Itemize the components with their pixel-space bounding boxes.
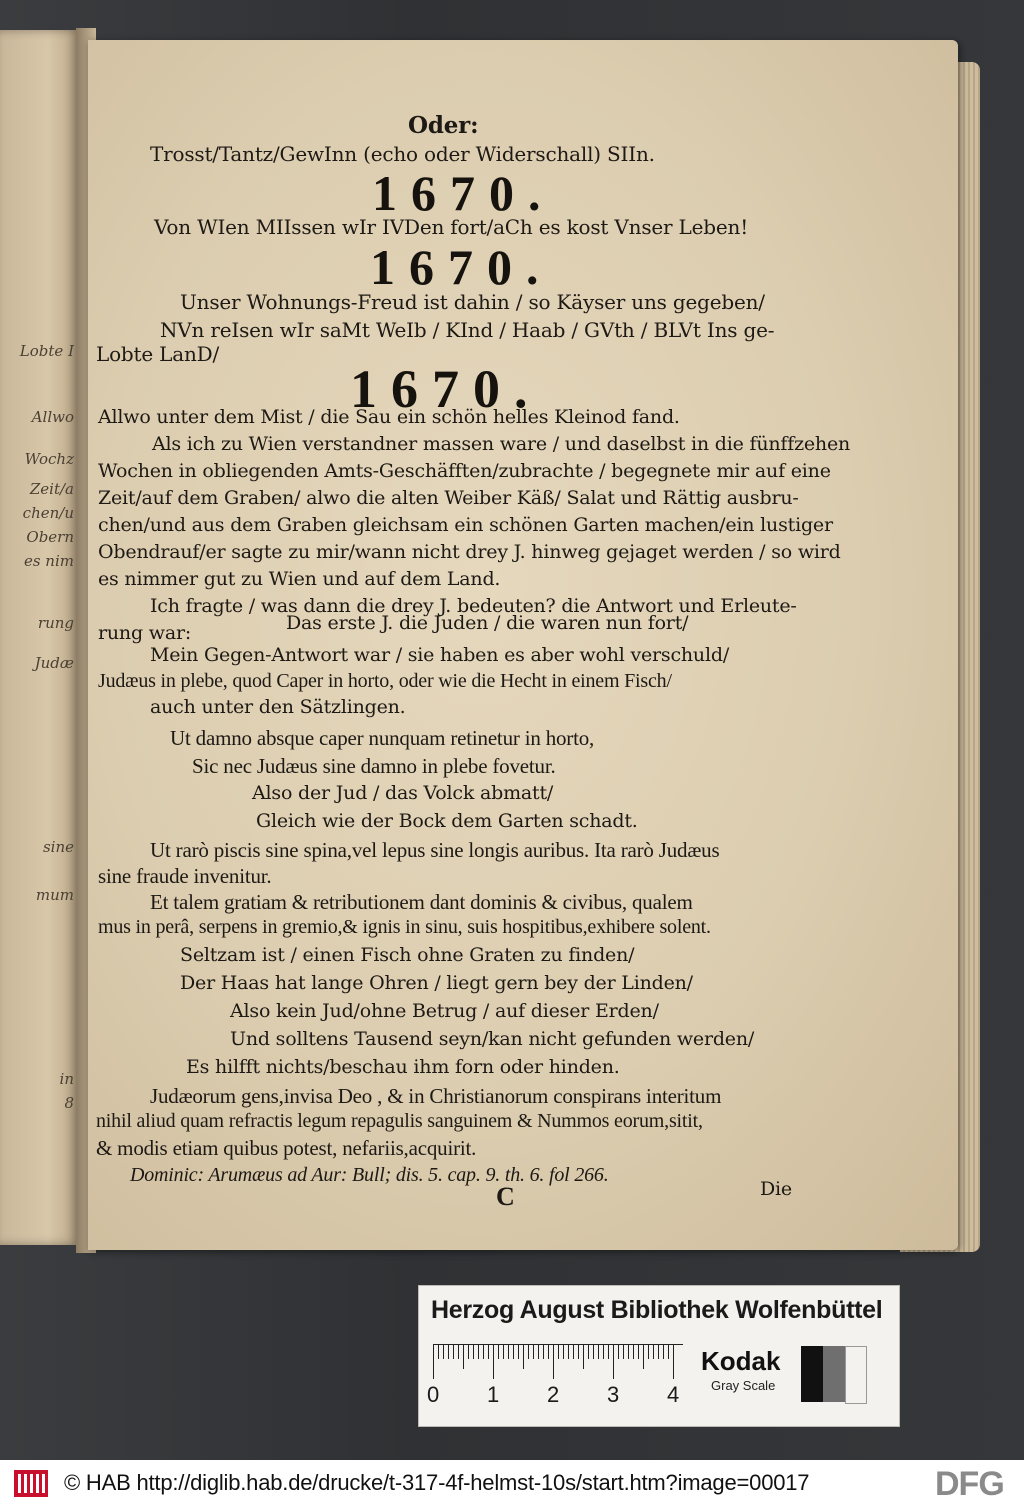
ruler-tick	[438, 1345, 439, 1359]
ruler-tick	[623, 1345, 624, 1359]
color-calibration-card	[418, 1285, 900, 1427]
rhyme-line: Der Haas hat lange Ohren / liegt gern bey der Linden/	[180, 972, 693, 994]
ruler-tick	[673, 1345, 674, 1379]
left-fragment: Wochz	[24, 450, 74, 468]
verse-line: Also der Jud / das Volck abmatt/	[252, 782, 554, 804]
ruler-tick	[653, 1345, 654, 1359]
ruler-tick	[578, 1345, 579, 1359]
left-fragment: es nim	[23, 552, 74, 570]
text-line: Von WIen MIIssen wIr IVDen fort/aCh es kost Vnser Leben!	[154, 215, 749, 239]
ruler-tick	[448, 1345, 449, 1359]
ruler-tick	[543, 1345, 544, 1359]
ruler-tick	[478, 1345, 479, 1359]
year-heading: 1670.	[372, 165, 555, 221]
kodak-brand: Kodak	[701, 1346, 781, 1376]
ruler-number: 1	[487, 1382, 500, 1407]
ruler-tick	[453, 1345, 454, 1359]
text-line: Ich fragte / was dann die drey J. bedeuten? die Antwort und Erleute-	[150, 595, 797, 617]
ruler-tick	[598, 1345, 599, 1359]
left-fragment: chen/u	[22, 504, 74, 522]
text-line: Lobte LanD/	[96, 342, 220, 366]
text-line: Zeit/auf dem Graben/ alwo die alten Weiber Käß/ Salat und Rättig ausbru-	[98, 487, 799, 509]
ruler-tick	[573, 1345, 574, 1359]
ruler-tick	[628, 1345, 629, 1359]
ruler-tick	[483, 1345, 484, 1359]
gray-swatch	[823, 1346, 845, 1402]
left-fragment: Zeit/a	[29, 480, 74, 498]
rhyme-line: Und solltens Tausend seyn/kan nicht gefunden werden/	[230, 1028, 755, 1050]
ruler-tick	[508, 1345, 509, 1359]
text-line: Trosst/Tantz/GewInn (echo oder Widerschall) SIIn.	[150, 142, 655, 166]
catchword: Die	[760, 1178, 792, 1200]
text-line: Et talem gratiam & retributionem dant dominis & civibus, qualem	[150, 890, 693, 914]
ruler-tick	[533, 1345, 534, 1359]
ruler-number: 2	[547, 1382, 560, 1407]
ruler-tick	[668, 1345, 669, 1359]
verse-line: Gleich wie der Bock dem Garten schadt.	[256, 810, 638, 832]
text-line: es nimmer gut zu Wien und auf dem Land.	[98, 568, 501, 590]
verse-line: Ut damno absque caper nunquam retinetur in horto,	[170, 726, 595, 750]
text-line: Mein Gegen-Antwort war / sie haben es aber wohl verschuld/	[150, 644, 730, 666]
text-line: Judæorum gens,invisa Deo , & in Christianorum conspirans interitum	[150, 1084, 722, 1108]
left-fragment: Lobte I	[19, 342, 74, 360]
text-line: rung war:	[98, 622, 192, 644]
ruler-tick	[568, 1345, 569, 1359]
year-heading: 1670.	[350, 359, 542, 419]
ruler-tick	[633, 1345, 634, 1359]
footer-url[interactable]: © HAB http://diglib.hab.de/drucke/t-317-4f-helmst-10s/start.htm?image=00017	[64, 1470, 810, 1495]
ruler-tick	[588, 1345, 589, 1359]
ruler-tick	[503, 1345, 504, 1359]
ruler-tick	[648, 1345, 649, 1359]
ruler-tick	[563, 1345, 564, 1359]
ruler-tick	[593, 1345, 594, 1359]
ruler-tick	[498, 1345, 499, 1359]
left-fragment: sine	[42, 838, 74, 856]
text-line: Allwo unter dem Mist / die Sau ein schön helles Kleinod fand.	[98, 406, 680, 428]
ruler-tick	[488, 1345, 489, 1359]
verse-line: Sic nec Judæus sine damno in plebe fovetur.	[192, 754, 556, 778]
ruler-tick	[638, 1345, 639, 1359]
ruler-tick	[513, 1345, 514, 1359]
text-line: chen/und aus dem Graben gleichsam ein schönen Garten machen/ein lustiger	[98, 514, 833, 536]
footer-bar	[0, 1460, 1024, 1507]
ruler-number: 4	[667, 1382, 680, 1407]
ruler-tick	[553, 1345, 554, 1379]
heading: Oder:	[408, 112, 479, 139]
signature-mark: C	[496, 1182, 515, 1211]
ruler-tick	[603, 1345, 604, 1359]
left-fragment: mum	[35, 886, 74, 904]
ruler-tick	[558, 1345, 559, 1359]
left-fragment: Judæ	[34, 654, 74, 672]
document-page	[88, 40, 958, 1250]
hab-logo-icon	[14, 1470, 48, 1497]
ruler-tick	[458, 1345, 459, 1359]
left-page-edge	[0, 30, 80, 1245]
ruler-tick	[608, 1345, 609, 1359]
ruler-tick	[518, 1345, 519, 1359]
gray-scale-label: Gray Scale	[711, 1378, 776, 1393]
ruler-number: 3	[607, 1382, 620, 1407]
ruler-tick	[613, 1345, 614, 1379]
ruler-tick	[583, 1345, 584, 1369]
text-line: nihil aliud quam refractis legum repagulis sanguinem & Nummos eorum,sitit,	[96, 1110, 703, 1132]
ruler-tick	[433, 1345, 434, 1379]
card-title: Herzog August Bibliothek Wolfenbüttel	[431, 1296, 883, 1324]
ruler-tick	[443, 1345, 444, 1359]
citation: Dominic: Arumæus ad Aur: Bull; dis. 5. cap. 9. th. 6. fol 266.	[130, 1164, 609, 1186]
ruler-tick	[473, 1345, 474, 1359]
ruler-number: 0	[427, 1382, 440, 1407]
ruler-tick	[643, 1345, 644, 1369]
black-swatch	[801, 1346, 823, 1402]
ruler-tick	[493, 1345, 494, 1379]
text-line: Ut rarò piscis sine spina,vel lepus sine longis auribus. Ita rarò Judæus	[150, 838, 720, 862]
ruler-tick	[528, 1345, 529, 1359]
rhyme-line: Es hilfft nichts/beschau ihm forn oder hinden.	[186, 1056, 620, 1078]
ruler-tick	[663, 1345, 664, 1359]
ruler-tick	[658, 1345, 659, 1359]
text-line: Obendrauf/er sagte zu mir/wann nicht drey J. hinweg gejaget werden / so wird	[98, 541, 841, 563]
left-fragment: Obern	[26, 528, 74, 546]
left-fragment: 8	[64, 1094, 74, 1112]
ruler-tick	[538, 1345, 539, 1359]
text-line: Wochen in obliegenden Amts-Geschäfften/zubrachte / begegnete mir auf eine	[98, 460, 831, 482]
text-line: Unser Wohnungs-Freud ist dahin / so Käyser uns gegeben/	[180, 290, 765, 314]
left-fragment: Allwo	[31, 408, 74, 426]
dfg-logo: DFG	[935, 1465, 1004, 1503]
year-heading: 1670.	[370, 239, 553, 295]
text-line: Das erste J. die Juden / die waren nun fort/	[286, 612, 689, 634]
ruler-tick	[618, 1345, 619, 1359]
ruler-tick	[523, 1345, 524, 1369]
rhyme-line: Also kein Jud/ohne Betrug / auf dieser Erden/	[230, 1000, 659, 1022]
left-fragment: rung	[37, 614, 74, 632]
ruler-tick	[463, 1345, 464, 1369]
text-line: & modis etiam quibus potest, nefariis,acquirit.	[96, 1136, 477, 1160]
rhyme-line: Seltzam ist / einen Fisch ohne Graten zu finden/	[180, 944, 635, 966]
ruler-tick	[468, 1345, 469, 1359]
text-line: NVn reIsen wIr saMt WeIb / KInd / Haab / GVth / BLVt Ins ge-	[160, 318, 775, 342]
text-line: mus in perâ, serpens in gremio,& ignis in sinu, suis hospitibus,exhibere solent.	[98, 916, 711, 938]
ruler-tick	[548, 1345, 549, 1359]
text-line: sine fraude invenitur.	[98, 864, 272, 888]
text-line: Als ich zu Wien verstandner massen ware / und daselbst in die fünffzehen	[152, 433, 851, 455]
text-line: Judæus in plebe, quod Caper in horto, oder wie die Hecht in einem Fisch/	[98, 670, 672, 692]
ruler	[433, 1344, 683, 1381]
white-swatch	[845, 1346, 867, 1404]
left-fragment: in	[59, 1070, 74, 1088]
text-line: auch unter den Sätzlingen.	[150, 696, 406, 718]
